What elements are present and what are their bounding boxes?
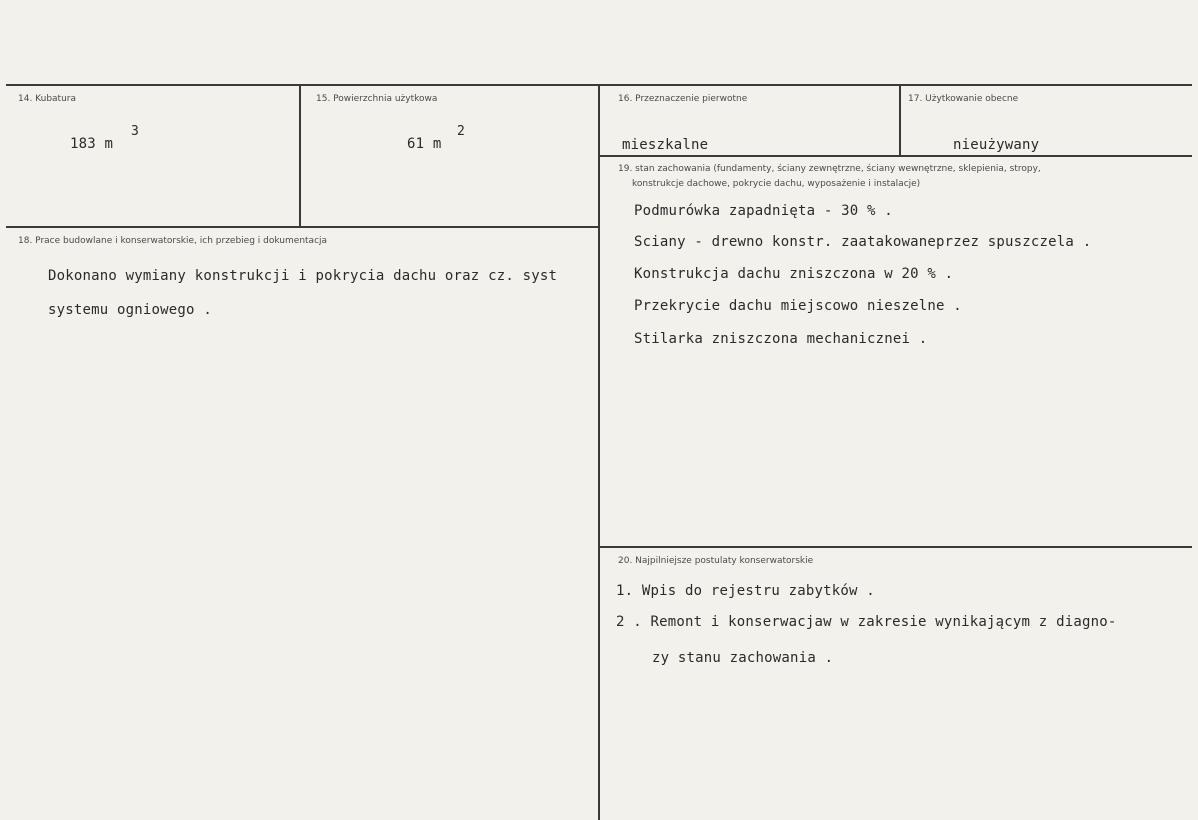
field-15-unit-exponent: 2 <box>457 124 465 139</box>
field-14-unit-exponent: 3 <box>131 124 139 139</box>
field-20-line-3: zy stanu zachowania . <box>652 650 834 666</box>
field-18-line-2: systemu ogniowego . <box>48 302 212 318</box>
field-20-line-1: 1. Wpis do rejestru zabytków . <box>616 583 875 599</box>
line-under-16-17 <box>599 155 1192 157</box>
line-above-20 <box>599 546 1192 548</box>
field-19-line-1: Podmurówka zapadnięta - 30 % . <box>634 203 893 219</box>
field-17-label: 17. Użytkowanie obecne <box>908 94 1019 104</box>
field-18-label: 18. Prace budowlane i konserwatorskie, ich przebieg i dokumentacja <box>18 236 328 246</box>
field-20-line-2: 2 . Remont i konserwacjaw w zakresie wynikającym z diagno- <box>616 614 1117 630</box>
line-under-14-15 <box>6 226 599 228</box>
field-15-value: 61 m <box>407 136 442 152</box>
field-14-value: 183 m <box>70 136 114 152</box>
divider-14-15 <box>299 85 301 227</box>
field-16-label: 16. Przeznaczenie pierwotne <box>618 94 748 104</box>
divider-15-16 <box>598 85 600 820</box>
divider-16-17 <box>899 85 901 157</box>
field-19-label-line-1: 19. stan zachowania (fundamenty, ściany zewnętrzne, ściany wewnętrzne, sklepienia, stropy, <box>618 164 1041 174</box>
field-17-value: nieużywany <box>953 137 1040 153</box>
field-16-value: mieszkalne <box>622 137 709 153</box>
field-20-label: 20. Najpilniejsze postulaty konserwatorskie <box>618 556 814 566</box>
field-14-label: 14. Kubatura <box>18 94 77 104</box>
field-19-label-line-2: konstrukcje dachowe, pokrycie dachu, wyposażenie i instalacje) <box>632 179 921 189</box>
field-15-label: 15. Powierzchnia użytkowa <box>316 94 438 104</box>
field-19-line-2: Sciany - drewno konstr. zaatakowaneprzez spuszczela . <box>634 234 1092 250</box>
field-18-line-1: Dokonano wymiany konstrukcji i pokrycia dachu oraz cz. syst <box>48 268 558 284</box>
field-19-line-5: Stilarka zniszczona mechanicznei . <box>634 331 928 347</box>
field-19-line-3: Konstrukcja dachu zniszczona w 20 % . <box>634 266 954 282</box>
field-19-line-4: Przekrycie dachu miejscowo nieszelne . <box>634 298 962 314</box>
